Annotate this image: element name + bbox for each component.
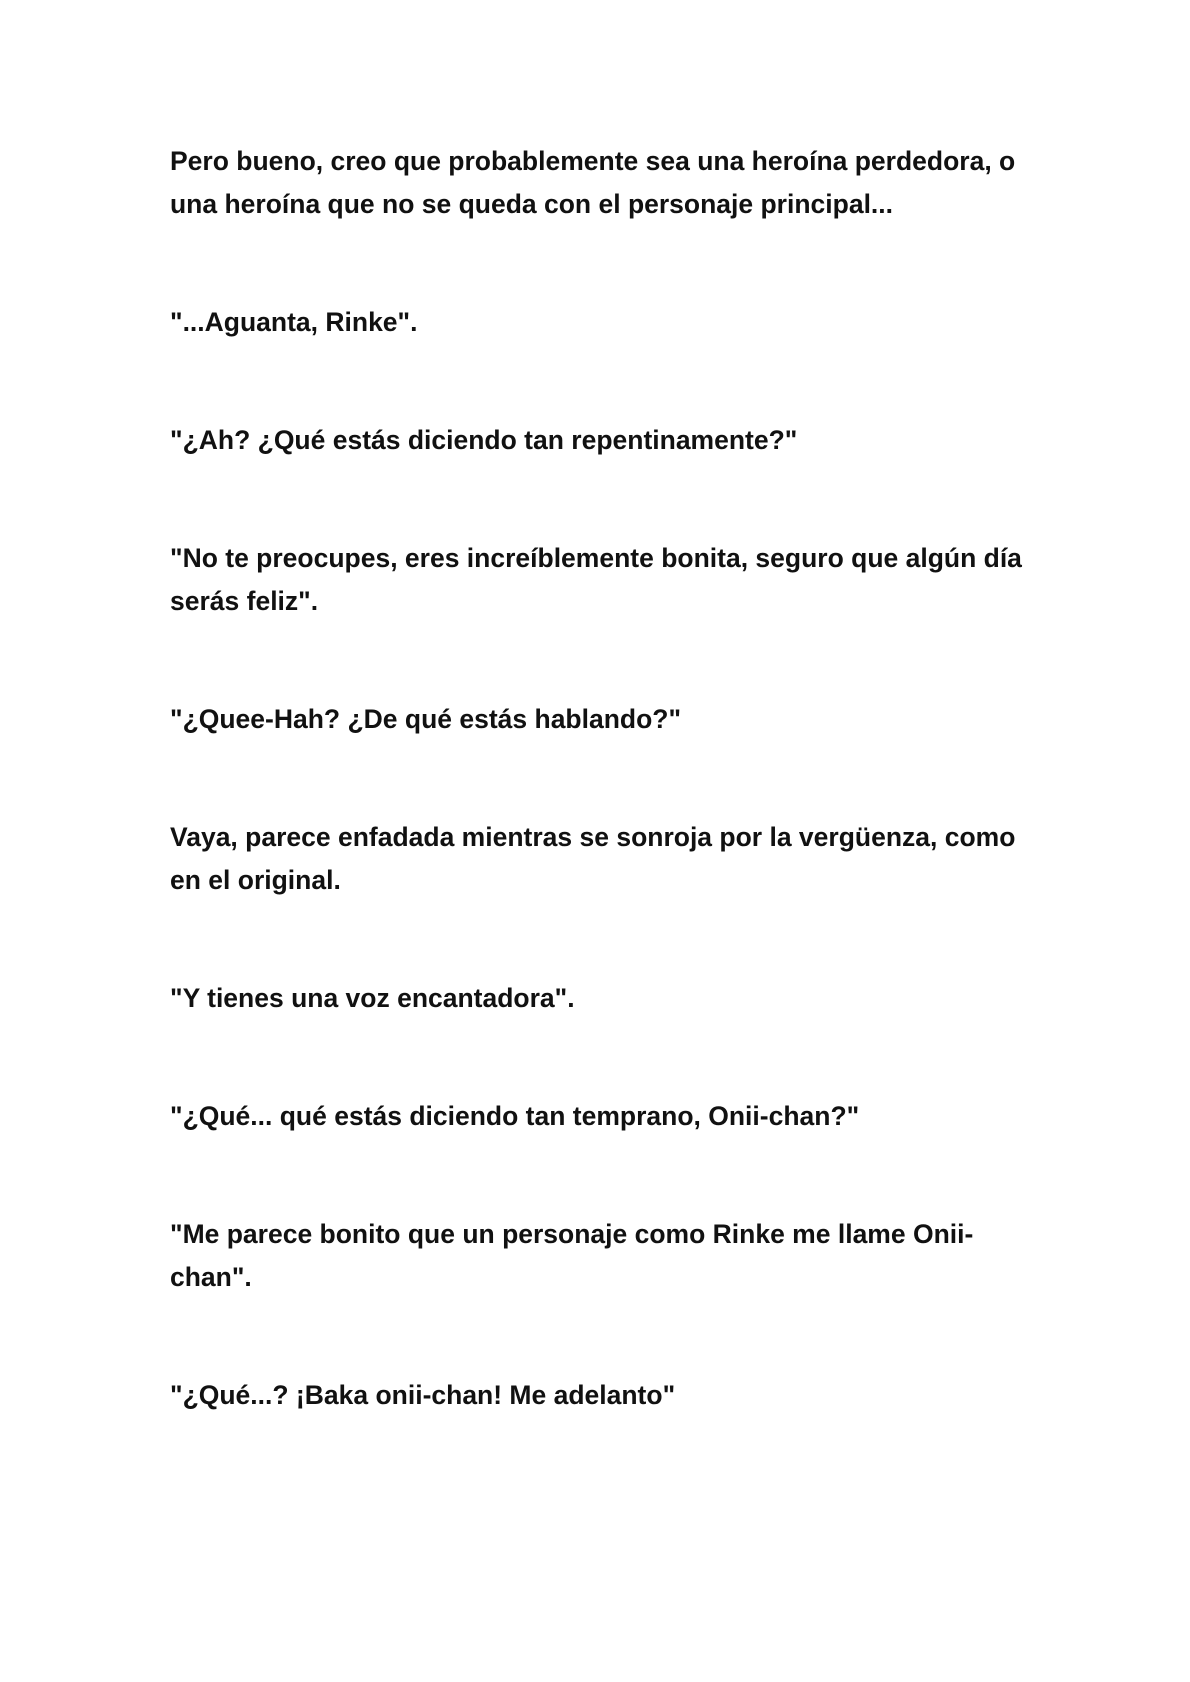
paragraph-4: "No te preocupes, eres increíblemente bonita, seguro que algún día serás feliz". (170, 543, 1022, 616)
paragraph-10: "¿Qué...? ¡Baka onii-chan! Me adelanto" (170, 1380, 676, 1410)
document-body (170, 140, 1050, 1492)
paragraph-5: "¿Quee-Hah? ¿De qué estás hablando?" (170, 704, 682, 734)
paragraph-6: Vaya, parece enfadada mientras se sonroja por la vergüenza, como en el original. (170, 822, 1016, 895)
paragraph-2: "...Aguanta, Rinke". (170, 307, 418, 337)
paragraph-9: "Me parece bonito que un personaje como Rinke me llame Onii-chan". (170, 1219, 974, 1292)
paragraph-8: "¿Qué... qué estás diciendo tan temprano, Onii-chan?" (170, 1101, 860, 1131)
paragraph-1: Pero bueno, creo que probablemente sea una heroína perdedora, o una heroína que no se queda con el personaje principal... (170, 146, 1016, 219)
paragraph-3: "¿Ah? ¿Qué estás diciendo tan repentinamente?" (170, 425, 798, 455)
paragraph-7: "Y tienes una voz encantadora". (170, 983, 575, 1013)
